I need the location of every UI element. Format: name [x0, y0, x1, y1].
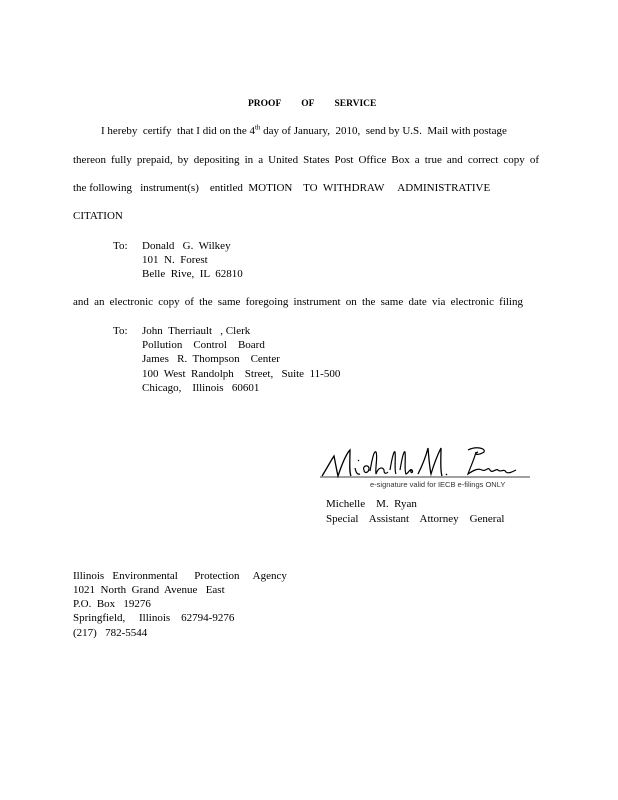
agency-street: 1021 North Grand Avenue East	[73, 584, 225, 596]
recipient-2-org: Pollution Control Board	[142, 339, 265, 351]
agency-name: Illinois Environmental Protection Agency	[73, 570, 287, 582]
agency-city: Springfield, Illinois 62794-9276	[73, 612, 235, 624]
document-title: PROOF OF SERVICE	[248, 99, 377, 109]
body-line-1	[101, 124, 507, 138]
signature-block	[318, 440, 533, 492]
body-line-1-post: day of January, 2010, send by U.S. Mail with postage	[260, 125, 507, 137]
agency-phone: (217) 782-5544	[73, 627, 148, 639]
recipient-1-label: To:	[113, 240, 128, 252]
recipient-1-city: Belle Rive, IL 62810	[142, 268, 243, 280]
agency-po-box: P.O. Box 19276	[73, 598, 151, 610]
recipient-1-street: 101 N. Forest	[142, 254, 208, 266]
ordinal-suffix: th	[254, 123, 261, 132]
body-line-4: CITATION	[73, 210, 123, 222]
signer-name: Michelle M. Ryan	[326, 498, 417, 510]
electronic-copy-line: and an electronic copy of the same foregoing instrument on the same date via electronic filing	[73, 296, 523, 308]
signer-title: Special Assistant Attorney General	[326, 513, 505, 525]
recipient-2-street: 100 West Randolph Street, Suite 11-500	[142, 368, 341, 380]
body-line-1-pre: I hereby certify that I did on the 4	[101, 125, 255, 137]
recipient-2-label: To:	[113, 325, 128, 337]
recipient-2-city: Chicago, Illinois 60601	[142, 382, 260, 394]
recipient-2-name: John Therriault , Clerk	[142, 325, 251, 337]
signature-caption: e-signature valid for IECB e-filings ONLY	[370, 480, 506, 489]
body-line-2: thereon fully prepaid, by depositing in a United States Post Office Box a true and correct copy of	[73, 154, 539, 166]
handwritten-signature	[318, 440, 533, 482]
recipient-1-name: Donald G. Wilkey	[142, 240, 231, 252]
body-line-3: the following instrument(s) entitled MOTION TO WITHDRAW ADMINISTRATIVE	[73, 182, 491, 194]
recipient-2-building: James R. Thompson Center	[142, 353, 280, 365]
